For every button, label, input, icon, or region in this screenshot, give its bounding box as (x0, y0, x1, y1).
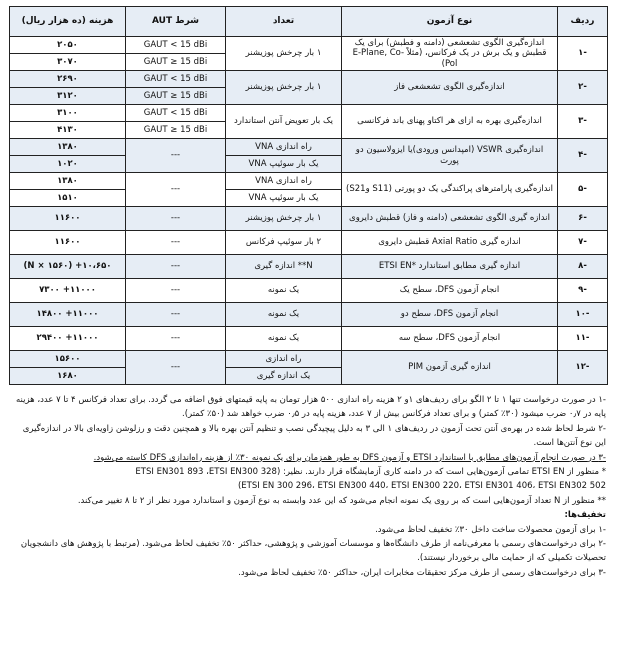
row-index: -۸ (558, 255, 608, 279)
table-row (10, 71, 608, 88)
row-index: -۵ (558, 173, 608, 207)
row-index: -۶ (558, 207, 608, 231)
row-count: ۲ بار سوئیپ فرکانس (226, 231, 342, 255)
row-count: یک بار سوئیپ VNA (226, 156, 342, 173)
header-index: ردیف (558, 7, 608, 37)
row-cost: ۱۵۶۰۰ (10, 351, 126, 368)
discount-2: -۲ برای درخواست‌های رسمی با معرفی‌نامه از طرف دانشگاه‌ها و موسسات آموزشی و پژوهشی، حداکثر ۵۰٪ تخفیف لحاظ می‌شود. (مرتبط با پژوهش های دانشجویان تحصیلات تکمیلی که از حمایت مالی برخوردار نیستند). (20, 539, 606, 564)
row-test-name: اندازه گیری آزمون PIM (342, 351, 558, 385)
row-index: -۱۰ (558, 303, 608, 327)
note-4: * منظور از ETSI EN تمامی آزمون‌هایی است که در دامنه کاری آزمایشگاه قرار دارند. نظیر: (ETSI EN301 893 ،ETSI EN300 328 (135, 467, 606, 478)
row-test-name: انجام آزمون DFS، سطح یک (342, 279, 558, 303)
row-aut: GAUT < 15 dBi (126, 37, 226, 54)
row-count: راه اندازی (226, 351, 342, 368)
row-test-name: انجام آزمون DFS، سطح دو (342, 303, 558, 327)
notes-section (10, 393, 606, 580)
row-count: یک نمونه (226, 279, 342, 303)
row-count: یک اندازه گیری (226, 368, 342, 385)
row-aut: --- (126, 351, 226, 385)
note-2: -۲ شرط لحاظ شده در بهره‌ی آنتن تحت آزمون در ردیف‌های ۱ الی ۳ به دلیل پیچیدگی نصب و تنظیم آنتن بهره بالا و همچنین دقت و رزلوشن زاویه‌ای بالا در اندازه‌گیری این نوع آنتن‌ها است. (22, 423, 606, 449)
row-test-name: اندازه‌گیری پارامترهای پراکندگی یک دو پورتی (S11 وS21) (342, 173, 558, 207)
row-aut: --- (126, 303, 226, 327)
row-aut: --- (126, 139, 226, 173)
row-cost: ۳۱۰۰ (10, 105, 126, 122)
row-cost: ۱۰،۶۵۰+ (N × ۱۵۶۰) (10, 255, 126, 279)
table-row (10, 173, 608, 190)
note-1: -۱ در صورت درخواست تنها ۱ تا ۲ الگو برای ردیف‌های ۱و ۲ هزینه راه اندازی ۵۰۰ هزار تومان به پایه قیمتهای فوق اضافه می گردد. برای تعداد فرکانس ۴ تا ۷ عدد، هزینه پایه در ۰٫۷ ضرب میشود (۳۰٪ کمتر) و برای تعداد فرکانس بیش از ۷ عدد، هزینه پایه در ۰٫۵ ضرب خواهد شد (۵۰٪ کمتر). (15, 395, 606, 420)
table-body (10, 37, 608, 385)
table-row (10, 255, 608, 279)
row-test-name: اندازه‌گیری VSWR (امپدانس ورودی)یا ایزولاسیون دو پورت (342, 139, 558, 173)
row-count: یک نمونه (226, 327, 342, 351)
row-cost: ۱۳۸۰ (10, 139, 126, 156)
row-aut: --- (126, 231, 226, 255)
discount-3: -۳ برای درخواست‌های رسمی از طرف مرکز تحقیقات مخابرات ایران، حداکثر ۵۰٪ تخفیف لحاظ می‌شود. (238, 567, 606, 578)
row-aut: GAUT < 15 dBi (126, 105, 226, 122)
header-aut: شرط AUT (126, 7, 226, 37)
discount-1: -۱ برای آزمون محصولات ساخت داخل ۳۰٪ تخفیف لحاظ می‌شود. (375, 524, 606, 535)
row-aut: GAUT ≥ 15 dBi (126, 54, 226, 71)
header-count: تعداد (226, 7, 342, 37)
row-cost: ۱۵۱۰ (10, 190, 126, 207)
row-count: راه اندازی VNA (226, 139, 342, 156)
table-row (10, 231, 608, 255)
row-index: -۱ (558, 37, 608, 71)
row-index: -۲ (558, 71, 608, 105)
row-index: -۴ (558, 139, 608, 173)
row-index: -۹ (558, 279, 608, 303)
row-count: راه اندازی VNA (226, 173, 342, 190)
row-cost: ۱۱۰۰۰+ ۷۳۰۰ (10, 279, 126, 303)
row-index: -۷ (558, 231, 608, 255)
note-5: (ETSI EN 300 296، ETSI EN300 440، ETSI EN300 220، ETSI EN301 406، ETSI EN302 502 (237, 481, 606, 492)
row-cost: ۱۱۶۰۰ (10, 231, 126, 255)
row-test-name: اندازه‌گیری الگوی تشعشعی (دامنه و فطبش) برای یک قطبش و یک برش در یک فرکانس، (مثلاً E-Plane, Co-Pol) (342, 37, 558, 71)
row-aut: GAUT ≥ 15 dBi (126, 88, 226, 105)
row-test-name: اندازه‌گیری بهره به ازای هر اکتاو پهنای باند فرکانسی (342, 105, 558, 139)
row-cost: ۱۱۶۰۰ (10, 207, 126, 231)
row-count: N** اندازه گیری (226, 255, 342, 279)
note-3: -۳ در صورت انجام آزمون‌های مطابق با استاندارد ETSI و آزمون DFS به طور همزمان برای یک نمونه ۳۰٪ از هزینه راه‌اندازی DFS کاسته می‌شود. (93, 452, 606, 463)
row-aut: --- (126, 207, 226, 231)
row-cost: ۲۶۹۰ (10, 71, 126, 88)
row-test-name: اندازه گیری Axial Ratio قطبش دایروی (342, 231, 558, 255)
row-cost: ۱۳۸۰ (10, 173, 126, 190)
row-aut: --- (126, 173, 226, 207)
table-row (10, 303, 608, 327)
row-cost: ۱۱۰۰۰+ ۱۴۸۰۰ (10, 303, 126, 327)
test-price-table (9, 6, 608, 385)
row-cost: ۱۰۲۰ (10, 156, 126, 173)
row-count: ۱ بار چرخش پوزیشنر (226, 71, 342, 105)
header-test-type: نوع آزمون (342, 7, 558, 37)
row-test-name: اندازه گیری الگوی تشعشعی (دامنه و فاز) قطبش دایروی (342, 207, 558, 231)
table-row (10, 37, 608, 54)
header-cost: هزینه (ده هزار ریال) (10, 7, 126, 37)
row-aut: GAUT < 15 dBi (126, 71, 226, 88)
row-index: -۱۲ (558, 351, 608, 385)
table-row (10, 139, 608, 156)
row-aut: --- (126, 279, 226, 303)
note-6: ** منظور از N تعداد آزمون‌هایی است که بر روی یک نمونه انجام می‌شود که این عدد وابسته به نوع آزمون و استاندارد مورد نظر از ۲ تا ۸ تغییر می‌کند. (77, 495, 606, 506)
row-aut: --- (126, 255, 226, 279)
row-test-name: اندازه گیری مطابق استاندارد *ETSI EN (342, 255, 558, 279)
row-cost: ۳۱۲۰ (10, 88, 126, 105)
table-row (10, 207, 608, 231)
row-cost: ۳۰۷۰ (10, 54, 126, 71)
row-index: -۱۱ (558, 327, 608, 351)
discounts-title: تخفیف‌ها: (564, 510, 606, 521)
row-count: یک بار تعویض آنتن استاندارد (226, 105, 342, 139)
table-row (10, 105, 608, 122)
row-count: یک نمونه (226, 303, 342, 327)
row-cost: ۴۱۳۰ (10, 122, 126, 139)
row-cost: ۱۱۰۰۰+ ۲۹۴۰۰ (10, 327, 126, 351)
row-count: ۱ بار چرخش پوزیشنر (226, 37, 342, 71)
table-row (10, 279, 608, 303)
row-cost: ۱۶۸۰ (10, 368, 126, 385)
table-header-row (10, 7, 608, 37)
row-aut: GAUT ≥ 15 dBi (126, 122, 226, 139)
row-cost: ۲۰۵۰ (10, 37, 126, 54)
row-test-name: انجام آزمون DFS، سطح سه (342, 327, 558, 351)
row-count: یک بار سوئیپ VNA (226, 190, 342, 207)
row-test-name: اندازه‌گیری الگوی تشعشعی فاز (342, 71, 558, 105)
row-count: ۱ بار چرخش پوزیشنر (226, 207, 342, 231)
table-row (10, 351, 608, 368)
row-index: -۳ (558, 105, 608, 139)
row-aut: --- (126, 327, 226, 351)
table-row (10, 327, 608, 351)
